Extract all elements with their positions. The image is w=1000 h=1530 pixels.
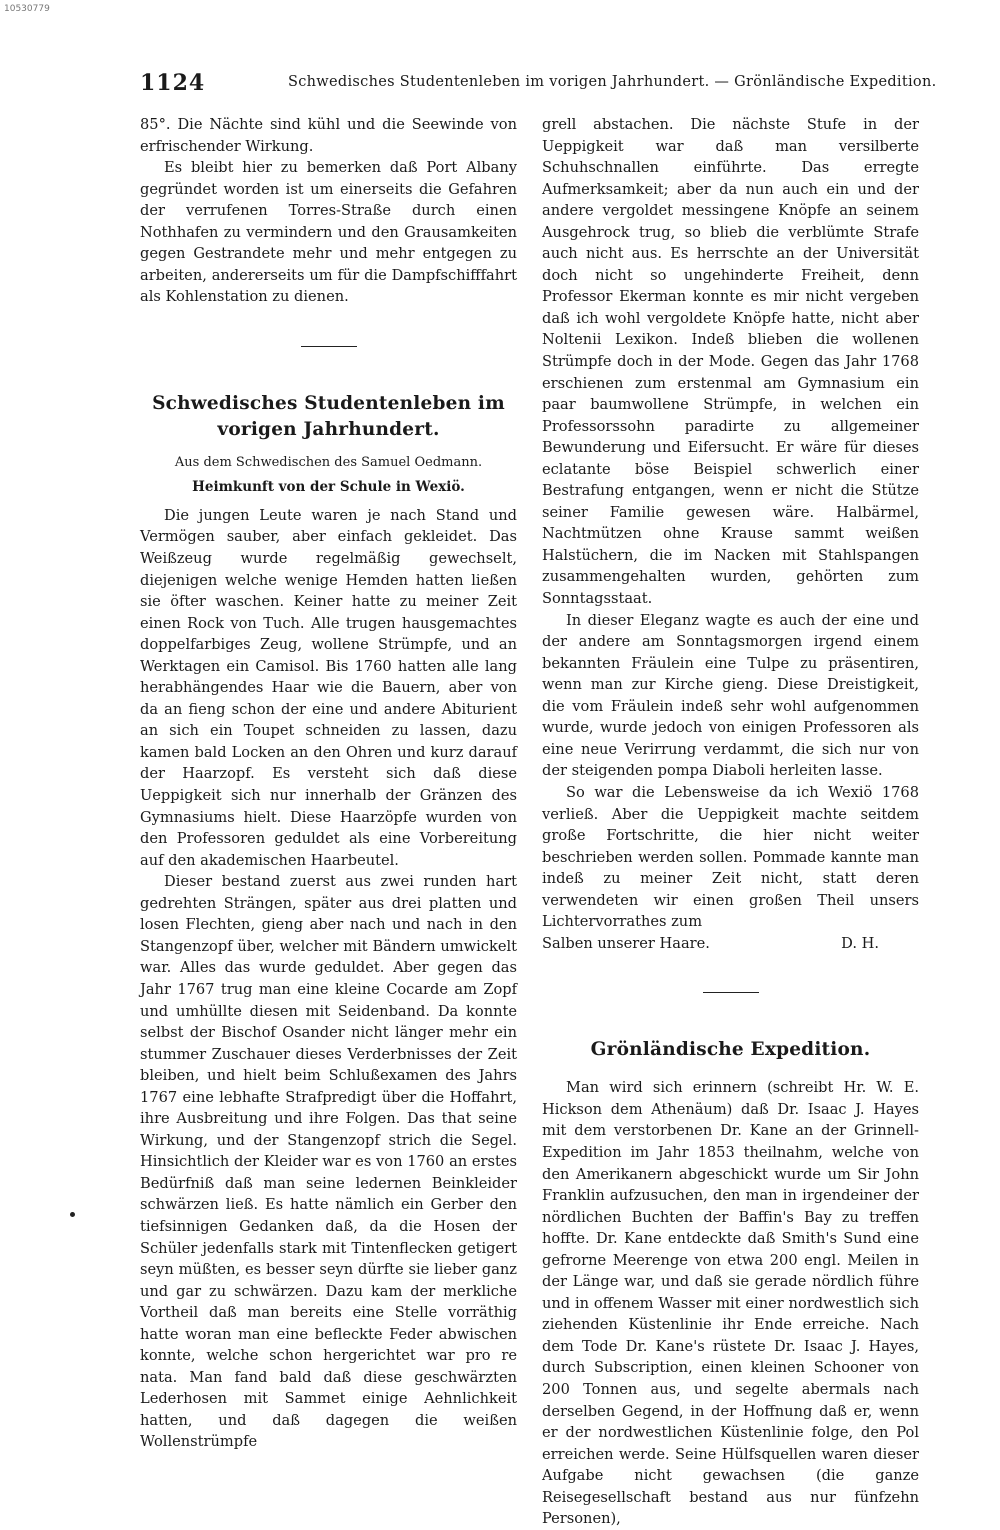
left-column bbox=[140, 114, 517, 1453]
article-paragraph: Die jungen Leute waren je nach Stand und Vermögen sauber, aber einfach gekleidet. Das Weißzeug wurde regelmäßig gewechselt, diejenigen welche wenige Hemden hatten ließen sie öfter waschen. Keiner hatte zu meiner Zeit einen Rock von Tuch. Alle trugen hausgemachtes doppelfarbiges Zeug, wollene Strümpfe, und an Werktagen ein Camisol. Bis 1760 hatten alle lang herabhängendes Haar wie die Bauern, aber von da an fieng schon der eine und andere Abiturient an sich ein Toupet schneiden zu lassen, dazu kamen bald Locken an den Ohren und kurz darauf der Haarzopf. Es versteht sich daß diese Ueppigkeit sich nur innerhalb der Gränzen des Gymnasiums hielt. Diese Haarzöpfe wurden von den Professoren geduldet als eine Vorbereitung auf den akademischen Haarbeutel. bbox=[140, 506, 517, 869]
article-paragraph: In dieser Eleganz wagte es auch der eine und der andere am Sonntagsmorgen irgend einem bekannten Fräulein eine Tulpe zu präsentiren, wenn man zur Kirche gieng. Diese Dreistigkeit, die vom Fräulein indeß sehr wohl aufgenommen wurde, wurde jedoch von einigen Professoren als eine neue Verirrung verdammt, die sich nur von der steigenden pompa Diaboli herleiten lasse. bbox=[542, 611, 919, 780]
continuation-text: grell abstachen. Die nächste Stufe in der Ueppigkeit war daß man versilberte Schuhschnallen einführte. Das erregte Aufmerksamkeit; aber da nun auch ein und der andere vergoldet messingene Knöpfe an seinem Ausgehrock trug, so blieb die verblümte Strafe auch nicht aus. Es herrschte an der Universität doch nicht so ungehinderte Freiheit, denn Professor Ekerman konnte es mir nicht vergeben daß ich wohl vergoldete Knöpfe hatte, nicht aber Noltenii Lexikon. Indeß blieben die wollenen Strümpfe doch in der Mode. Gegen das Jahr 1768 erschienen zum erstenmal am Gymnasium ein paar baumwollene Strümpfe, in welchen ein Professorssohn paradirte zu allgemeiner Bewunderung und Eifersucht. Er wäre für dieses eclatante böse Beispiel schwerlich einer Bestrafung entgangen, wenn er nicht die Stütze seiner Familie gewesen wäre. Halbärmel, Nachtmützen ohne Krause sammt weißen Halstüchern, die im Nacken mit Stahlspangen zusammengehalten wurden, gehörten zum Sonntagsstaat. bbox=[542, 116, 919, 608]
closing-line bbox=[542, 933, 919, 955]
article-title: Grönländische Expedition. bbox=[590, 1039, 871, 1061]
continuation-text: 85°. Die Nächte sind kühl und die Seewinde von erfrischender Wirkung. bbox=[140, 116, 517, 155]
right-column bbox=[542, 114, 919, 1530]
running-header bbox=[140, 70, 937, 96]
article-paragraph: Dieser bestand zuerst aus zwei runden hart gedrehten Strängen, später aus drei platten und losen Flechten, gieng aber nach und nach in den Stangenzopf über, welcher mit Bändern umwickelt war. Alles das wurde geduldet. Aber gegen das Jahr 1767 trug man eine kleine Cocarde am Zopf und umhüllte diesen mit Seidenband. Da konnte selbst der Bischof Osander nicht länger mehr ein stummer Zuschauer dieses Verderbnisses der Zeit bleiben, und hielt beim Schlußexamen des Jahrs 1767 eine lebhafte Strafpredigt über die Hoffahrt, ihre Ausbreitung und ihre Folgen. Das that seine Wirkung, und der Stangenzopf strich die Segel. Hinsichtlich der Kleider war es von 1760 an erstes Bedürfniß daß man seine ledernen Beinkleider schwärzen ließ. Es hatte nämlich ein Gerber den tiefsinnigen Gedanken daß, da die Hosen der Schüler jedenfalls stark mit Tintenflecken getigert seyn müßten, es besser seyn dürfte sie lieber ganz und gar zu schwärzen. Dazu kam der merkliche Vortheil daß man bereits eine Stelle vorräthig hatte woran man eine befleckte Feder abwischen konnte, welche schon hergerichtet war pro re nata. Man fand bald daß diese geschwärzten Lederhosen mit Sammet einige Aehnlichkeit hatten, und daß dagegen die weißen Wollenstrümpfe bbox=[140, 873, 517, 1451]
article-paragraph: Man wird sich erinnern (schreibt Hr. W. E. Hickson dem Athenäum) daß Dr. Isaac J. Hayes mit dem verstorbenen Dr. Kane an der Grinnell-Expedition im Jahr 1853 theilnahm, welche von den Amerikanern abgeschickt wurde um Sir John Franklin aufzusuchen, den man in irgendeiner der nördlichen Buchten der Baffin's Bay zu treffen hoffte. Dr. Kane entdeckte daß Smith's Sund eine gefrorne Meerenge von etwa 200 engl. Meilen in der Länge war, und daß sie gerade nördlich führe und in offenem Wasser mit einer nordwestlich sich ziehenden Küstenlinie ihr Ende erreiche. Nach dem Tode Dr. Kane's rüstete Dr. Isaac J. Hayes, durch Subscription, einen kleinen Schooner von 200 Tonnen aus, und segelte abermals nach derselben Gegend, in der Hoffnung daß er, wenn er der nordwestlichen Küstenlinie folge, den Pol erreichen werde. Seine Hülfsquellen waren dieser Aufgabe nicht gewachsen (die ganze Reisegesellschaft bestand aus nur fünfzehn Personen), bbox=[542, 1079, 919, 1528]
article-byline: Aus dem Schwedischen des Samuel Oedmann. bbox=[174, 454, 483, 470]
closing-text: Salben unserer Haare. bbox=[542, 934, 710, 952]
article-paragraph: So war die Lebensweise da ich Wexiö 1768 verließ. Aber die Ueppigkeit machte seitdem große Fortschritte, die hier nicht weiter beschrieben werden sollen. Pommade kannte man indeß zu meiner Zeit nicht, statt deren verwendeten wir einen großen Theil unsers Lichtervorrathes zum bbox=[542, 783, 919, 931]
margin-dot bbox=[70, 1212, 75, 1217]
article-subheading: Heimkunft von der Schule in Wexiö. bbox=[192, 478, 465, 495]
scan-id: 10530779 bbox=[4, 4, 50, 14]
article-title: Schwedisches Studentenleben im vorigen Jahrhundert. bbox=[152, 392, 505, 440]
running-title: Schwedisches Studentenleben im vorigen Jahrhundert. — Grönländische Expedition. bbox=[288, 74, 937, 90]
page-number: 1124 bbox=[140, 70, 206, 96]
continuation-text: Es bleibt hier zu bemerken daß Port Albany gegründet worden ist um einerseits die Gefahren der verrufenen Torres-Straße durch einen Nothhafen zu vermindern und den Grausamkeiten gegen Gestrandete mehr und mehr entgegen zu arbeiten, andererseits um für die Dampfschifffahrt als Kohlenstation zu dienen. bbox=[140, 159, 517, 306]
author-signature: D. H. bbox=[841, 934, 879, 952]
